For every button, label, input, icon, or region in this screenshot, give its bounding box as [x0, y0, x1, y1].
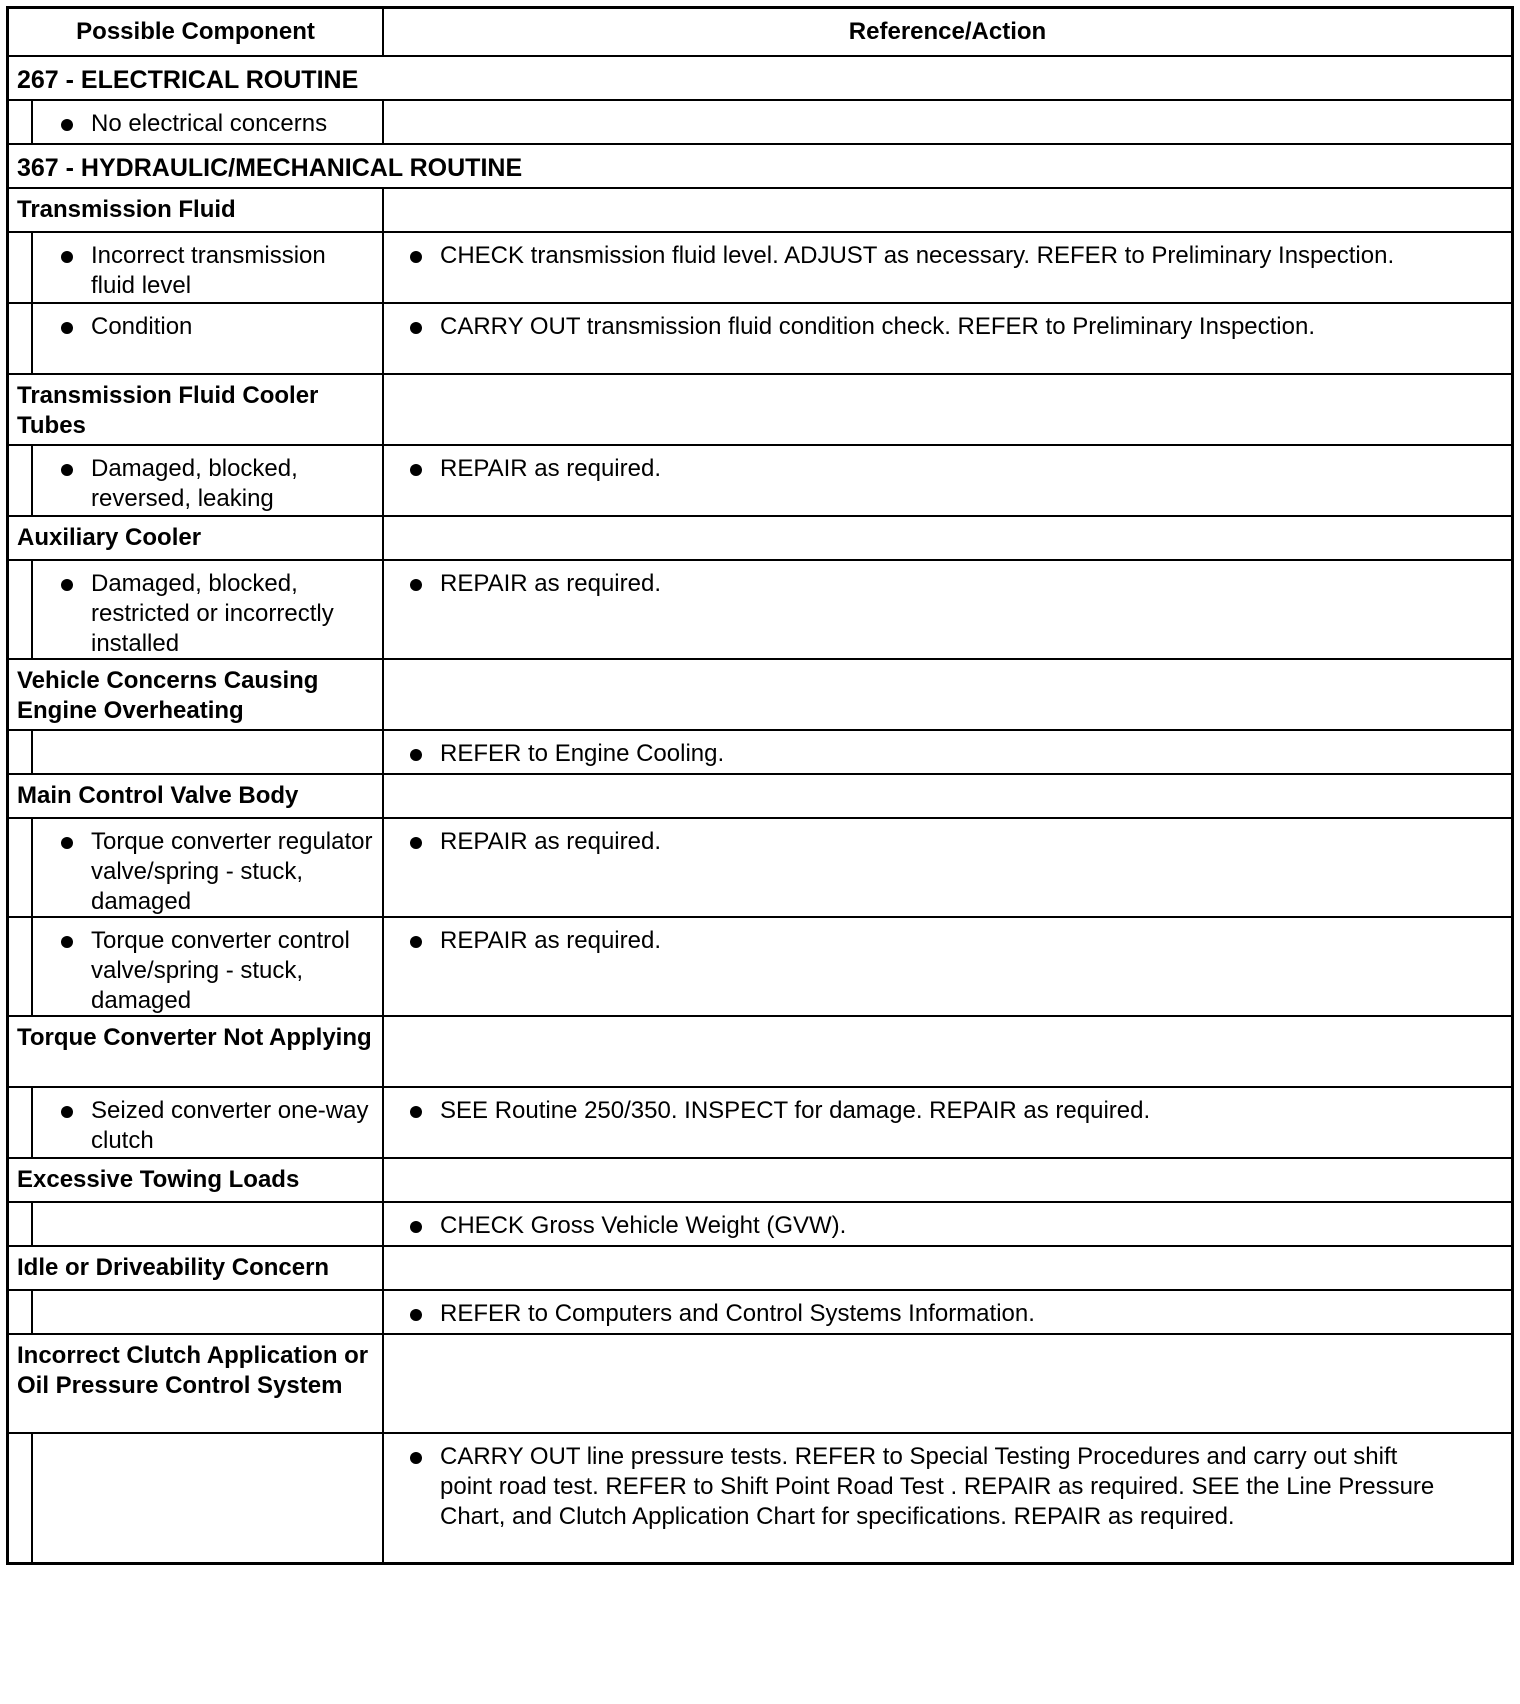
table-row: [9, 1201, 1511, 1245]
action-item: CARRY OUT transmission fluid condition check. REFER to Preliminary Inspection.: [384, 304, 1511, 342]
group-row: [9, 515, 1511, 559]
header-reference-action: Reference/Action: [848, 18, 1047, 45]
section-row: [9, 55, 1511, 99]
bullet-icon: [410, 579, 422, 591]
table-row: [9, 729, 1511, 773]
bullet-icon: [410, 251, 422, 263]
group-row: [9, 1015, 1511, 1086]
bullet-icon: [410, 1106, 422, 1118]
bullet-icon: [61, 1106, 73, 1118]
table-row: [9, 444, 1511, 515]
table-row: [9, 916, 1511, 1015]
table-row: [9, 1086, 1511, 1157]
bullet-icon: [61, 119, 73, 131]
table-row: [9, 1432, 1511, 1562]
group-row: [9, 1157, 1511, 1201]
bullet-icon: [410, 1309, 422, 1321]
section-title: 267 - ELECTRICAL ROUTINE: [17, 66, 359, 94]
table-row: [9, 231, 1511, 302]
group-title: Excessive Towing Loads: [9, 1159, 384, 1201]
table-row: [9, 817, 1511, 916]
diagnostic-table: [6, 6, 1514, 1565]
group-title: Incorrect Clutch Application or Oil Pressure Control System: [9, 1335, 384, 1432]
component-item: Damaged, blocked, reversed, leaking: [9, 446, 382, 514]
group-row: [9, 1333, 1511, 1432]
group-title: Vehicle Concerns Causing Engine Overheating: [9, 660, 384, 729]
bullet-icon: [61, 464, 73, 476]
group-title: Auxiliary Cooler: [9, 517, 384, 559]
bullet-icon: [61, 322, 73, 334]
group-title: Transmission Fluid: [9, 189, 384, 231]
action-item: CHECK Gross Vehicle Weight (GVW).: [384, 1203, 1511, 1241]
bullet-icon: [410, 837, 422, 849]
bullet-icon: [410, 1221, 422, 1233]
action-item: REPAIR as required.: [384, 446, 1511, 484]
group-row: [9, 773, 1511, 817]
group-title: Idle or Driveability Concern: [9, 1247, 384, 1289]
group-title: Main Control Valve Body: [9, 775, 384, 817]
bullet-icon: [61, 837, 73, 849]
component-item: Torque converter regulator valve/spring - stuck, damaged: [9, 819, 382, 917]
component-item: No electrical concerns: [9, 101, 382, 139]
bullet-icon: [410, 322, 422, 334]
table-header: [9, 9, 1511, 55]
component-item: Condition: [9, 304, 382, 342]
group-title: Torque Converter Not Applying: [9, 1017, 384, 1086]
action-item: CHECK transmission fluid level. ADJUST as necessary. REFER to Preliminary Inspection.: [384, 233, 1511, 271]
section-row: [9, 143, 1511, 187]
component-item: Damaged, blocked, restricted or incorrectly installed: [9, 561, 382, 659]
section-title: 367 - HYDRAULIC/MECHANICAL ROUTINE: [17, 154, 523, 182]
group-row: [9, 187, 1511, 231]
group-row: [9, 373, 1511, 444]
action-item: REPAIR as required.: [384, 918, 1511, 956]
component-item: Seized converter one-way clutch: [9, 1088, 382, 1156]
bullet-icon: [410, 1452, 422, 1464]
action-item: SEE Routine 250/350. INSPECT for damage. REPAIR as required.: [384, 1088, 1511, 1126]
component-item: Incorrect transmission fluid level: [9, 233, 382, 301]
bullet-icon: [410, 464, 422, 476]
bullet-icon: [410, 749, 422, 761]
action-cell: [384, 101, 1511, 143]
table-row: [9, 559, 1511, 658]
bullet-icon: [410, 936, 422, 948]
table-row: [9, 1289, 1511, 1333]
table-row: [9, 302, 1511, 373]
header-possible-component: Possible Component: [9, 9, 384, 55]
bullet-icon: [61, 579, 73, 591]
action-item: REFER to Engine Cooling.: [384, 731, 1511, 769]
component-item: Torque converter control valve/spring - stuck, damaged: [9, 918, 382, 1016]
action-item: CARRY OUT line pressure tests. REFER to Special Testing Procedures and carry out shift point road test. REFER to Shift Point Road Test . REPAIR as required. SEE the Line Pressure Chart, and Clutch Application Chart for specifications. REPAIR as required.: [384, 1434, 1511, 1532]
table-row: [9, 99, 1511, 143]
group-row: [9, 658, 1511, 729]
bullet-icon: [61, 251, 73, 263]
bullet-icon: [61, 936, 73, 948]
action-item: REPAIR as required.: [384, 819, 1511, 857]
group-row: [9, 1245, 1511, 1289]
action-item: REFER to Computers and Control Systems Information.: [384, 1291, 1511, 1329]
action-item: REPAIR as required.: [384, 561, 1511, 599]
group-title: Transmission Fluid Cooler Tubes: [9, 375, 384, 444]
